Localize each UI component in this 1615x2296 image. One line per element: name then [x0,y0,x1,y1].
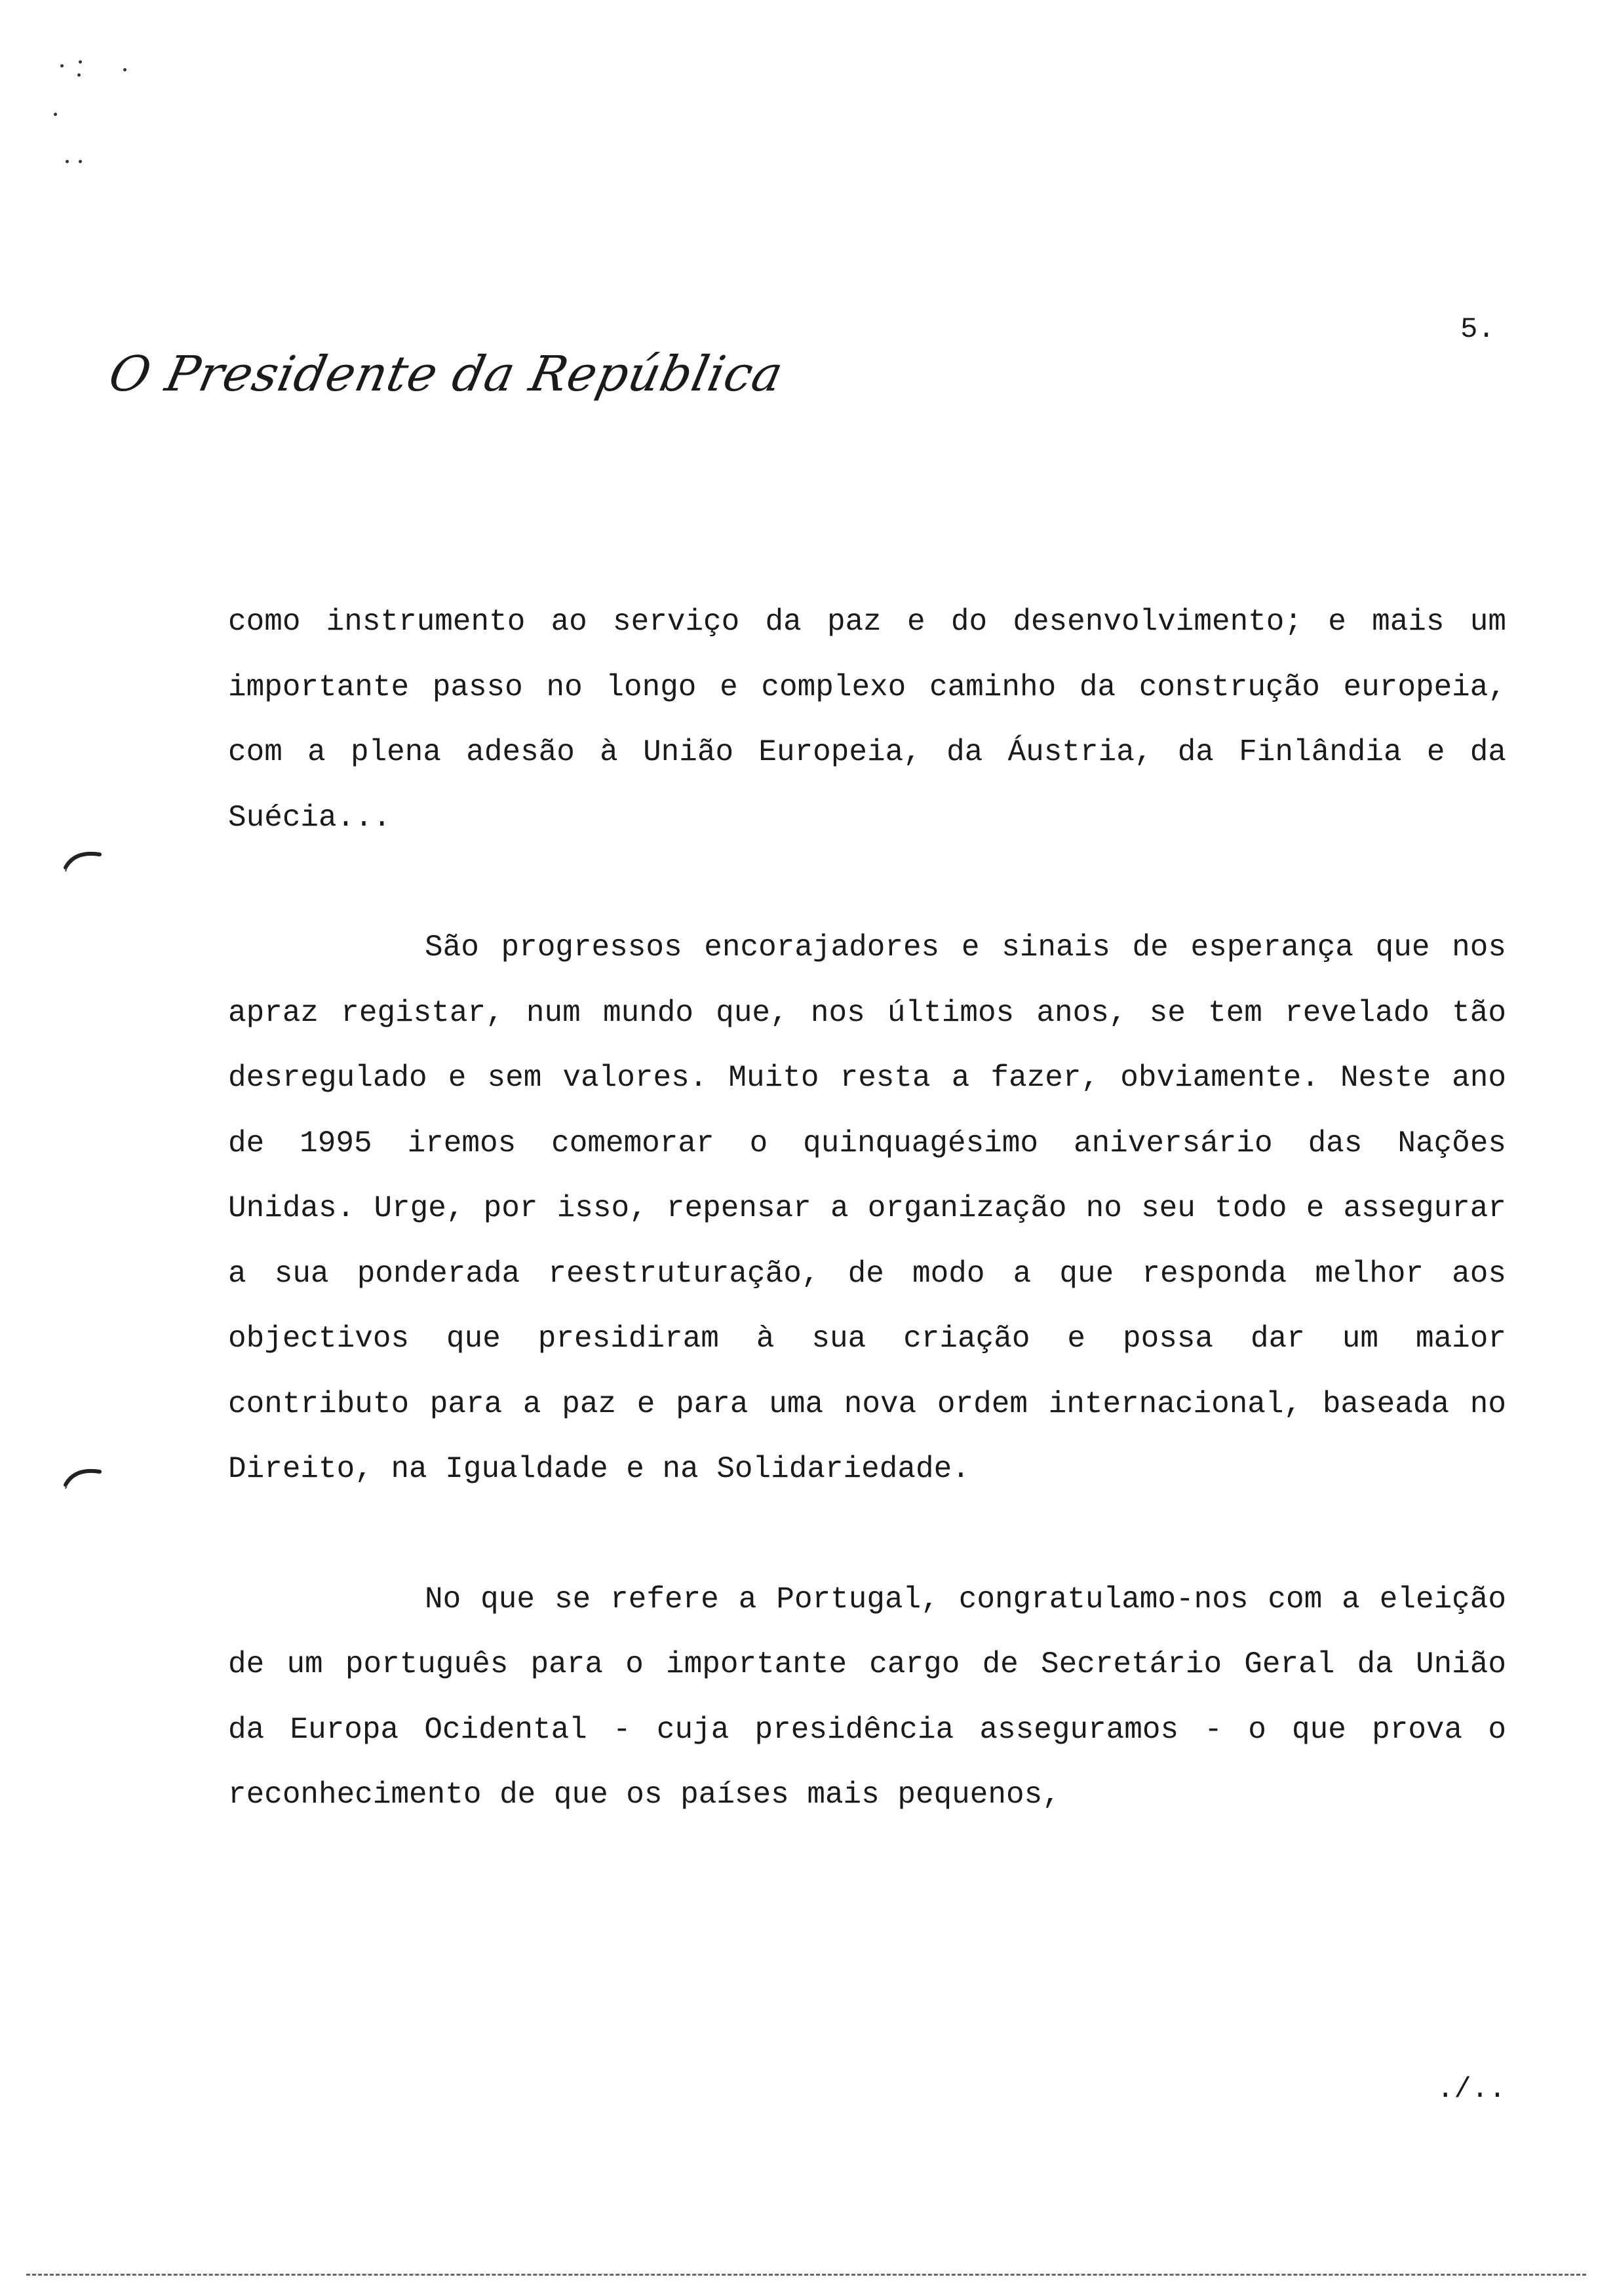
scan-speck [123,68,126,71]
scan-speck [79,160,82,163]
scan-speck [77,73,81,77]
paragraph: No que se refere a Portugal, congratulamo-nos com a eleição de um português para o importante cargo de Secretário Geral da União da Europa Ocidental - cuja presidência asseguramos - o que prova o reconhecimento de que os países mais pequenos, [228,1582,1506,1812]
letterhead: O Presidente da República [104,346,788,402]
paragraph: São progressos encorajadores e sinais de esperança que nos apraz registar, num mundo que, nos últimos anos, se tem revelado tão desregulado e sem valores. Muito resta a fazer, obviamente. Neste ano de 1995 iremos comemorar o quinquagésimo aniversário das Nações Unidas. Urge, por isso, repensar a organização no seu todo e assegurar a sua ponderada reestruturação, de modo a que responda melhor aos objectivos que presidiram à sua criação e possa dar um maior contributo para a paz e para uma nova ordem internacional, baseada no Direito, na Igualdade e na Solidariedade. [228,930,1506,1486]
body-text [228,590,1506,1828]
scan-speck [54,113,57,116]
scan-speck [60,64,64,67]
scan-speck [79,60,82,64]
continuation-mark: ./.. [1437,2073,1506,2106]
page-number: 5. [1460,313,1495,346]
paragraph: como instrumento ao serviço da paz e do desenvolvimento; e mais um importante passo no longo e complexo caminho da construção europeia, com a plena adesão à União Europeia, da Áustria, da Finlândia e da Suécia... [228,605,1506,835]
binder-hole-mark [63,1463,102,1489]
scan-speck [66,160,69,163]
scan-edge-line [26,2274,1586,2276]
binder-hole-mark [63,845,102,871]
